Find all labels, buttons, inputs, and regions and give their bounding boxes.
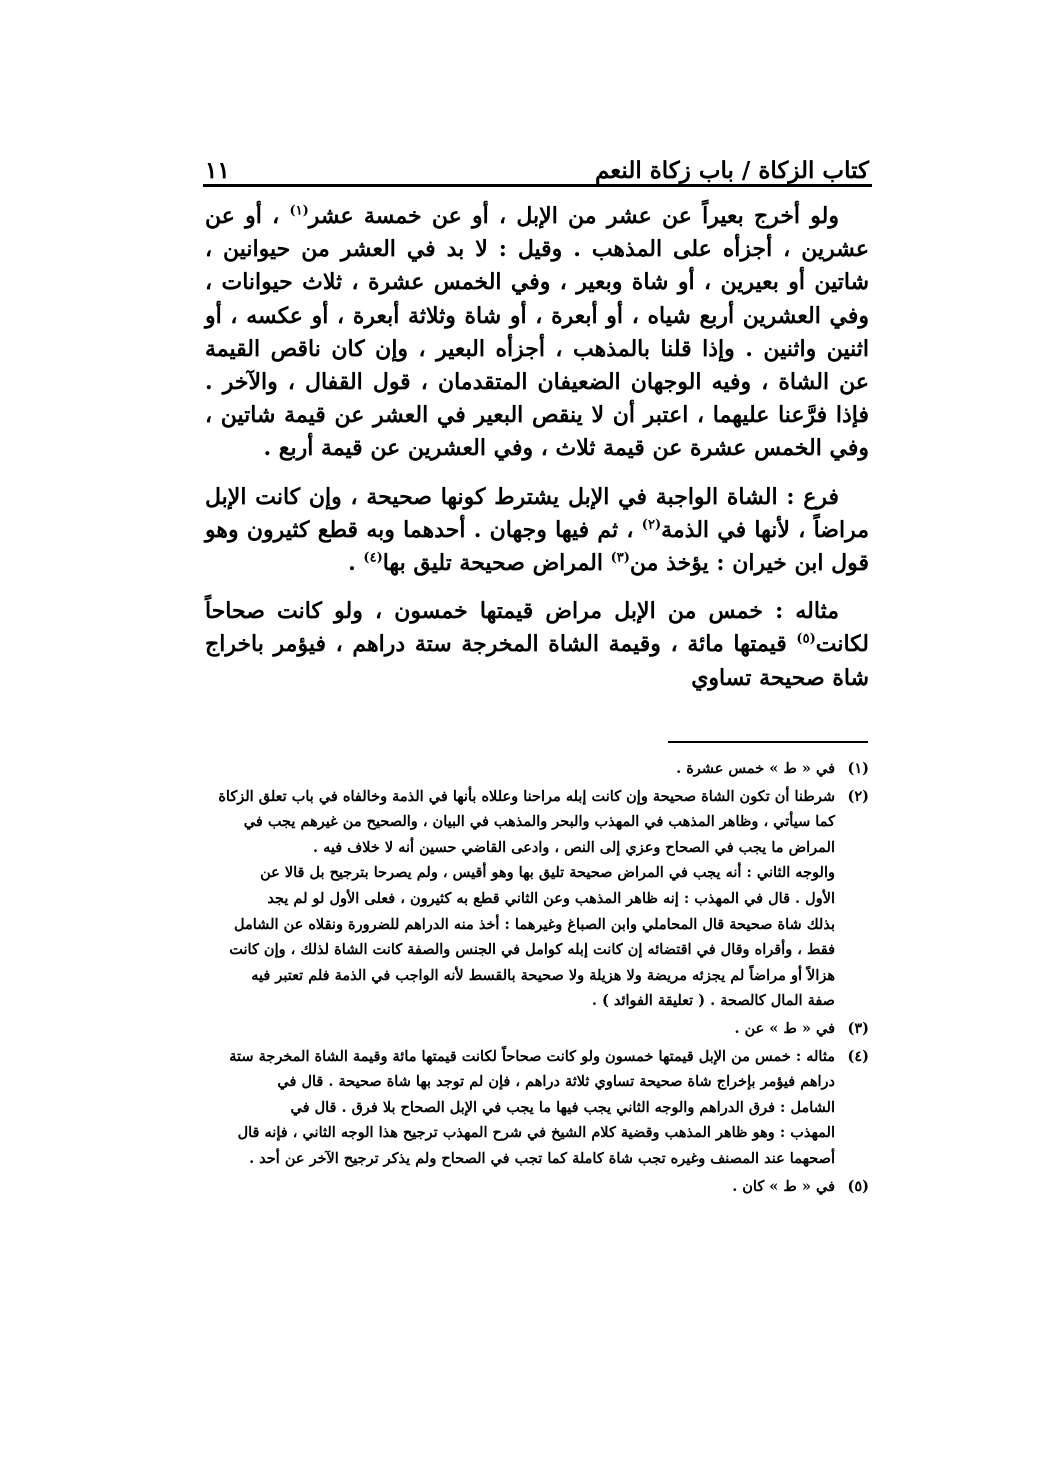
text-run: مثاله : خمس من الإبل مراض قيمتها خمسون ، ولو كانت صحاحاً لكانت [205,598,869,658]
text-run: قيمتها مائة ، وقيمة الشاة المخرجة ستة دراهم ، فيؤمر باخراج شاة صحيحة تساوي [205,631,869,691]
footnote-line: دراهم فيؤمر بإخراج شاة صحيحة تساوي ثلاثة دراهم ، فإن لم توجد بها شاة صحيحة . قال في [277,1073,835,1091]
footnote-2 [205,784,869,1014]
footnote-line: في « ط » كان . [732,1177,835,1195]
running-header [205,142,869,184]
footnote-ref-5: (٥) [796,632,816,648]
footnote-5 [205,1174,869,1200]
footnote-ref-4: (٤) [363,550,383,566]
footnote-line: شرطنا أن تكون الشاة صحيحة وإن كانت إبله مراحنا وعللاه بأنها في الذمة وخالفاه في باب تعلق الزكاة [218,787,835,805]
running-title: كتاب الزكاة / باب زكاة النعم [594,157,869,184]
footnote-line: والوجه الثاني : أنه يجب في المراض صحيحة تليق بها وهو أقيس ، ولم يصرحا بترجيح بل قالا عن [260,864,835,882]
footnote-text [205,1044,835,1172]
footnotes [205,756,869,1201]
footnote-line: فقط ، وأقراه وقال في اقتضائه إن كانت إبله كوامل في الجنس والصفة كانت الشاة لذلك ، وإن كانت [229,941,835,959]
footnote-number: (٥) [847,1177,869,1195]
footnote-4 [205,1044,869,1172]
paragraph-2 [205,481,869,581]
header-rule [203,184,872,187]
footnote-ref-2: (٢) [641,517,662,533]
footnote-ref-1: (١) [289,203,309,219]
paragraph-1 [205,200,869,466]
text-run: فرع : الشاة الواجبة في الإبل يشترط كونها صحيحة ، وإن كانت الإبل مراضاً ، لأنها في الذمة [205,483,869,543]
footnote-line: المراض ما يجب في الصحاح وعزي إلى النص ، وادعى القاضي حسين أنه لا خلاف فيه . [313,838,835,856]
text-run: ، ثم فيها وجهان . أحدهما وبه قطع كثيرون وهو قول ابن خيران : يؤخذ من [205,516,869,577]
footnote-3 [205,1016,869,1042]
footnote-text [205,1174,835,1200]
footnote-line: في « ط » عن . [734,1019,835,1037]
footnote-line: بذلك شاة صحيحة قال المحاملي وابن الصباغ وغيرهما : أخذ منه الدراهم للضرورة ونقلاه عن الشامل [234,915,835,933]
footnote-number: (٣) [847,1019,869,1037]
footnote-number: (١) [847,760,869,777]
footnote-line: صفة المال كالصحة . ( تعليقة الفوائد ) . [591,992,835,1010]
footnote-line: أصحهما عند المصنف وغيره تجب شاة كاملة كما تجب في الصحاح ولم يذكر ترجيح الآخر عن أحد . [249,1149,835,1167]
text-run: ولو أخرج بعيراً عن عشر من الإبل ، أو عن خمسة عشر [308,203,839,229]
footnote-1 [205,756,869,782]
text-run: ، أو عن عشرين ، أجزأه على المذهب . وقيل : لا بد في العشر من حيوانين ، شاتين أو بعيرين ، أو شاة وبعير ، وفي الخمس عشرة ، ثلاث حيوانات ، وفي العشرين أربع شياه ، أو أبعرة ، أو شاة وثلاثة أبعرة ، أو عكسه ، أو اثنين واثنين . وإذا قلنا بالمذهب ، أجزأه البعير ، وإن كان ناقص القيمة عن الشاة ، وفيه الوجهان الضعيفان المتقدمان ، قول القفال ، والآخر . فإذا فرَّعنا عليهما ، اعتبر أن لا ينقص البعير في العشر عن قيمة شاتين ، وفي الخمس عشرة عن قيمة ثلاث ، وفي العشرين عن قيمة أربع . [205,203,869,462]
footnote-number: (٤) [847,1047,869,1065]
footnote-line: الشامل : فرق الدراهم والوجه الثاني يجب فيها ما يجب في الإبل الصحاح بلا فرق . قال في [290,1098,835,1116]
footnote-ref-3: (٣) [610,550,630,566]
footnote-line: في « ط » خمس عشرة . [676,760,835,777]
main-text [205,200,869,710]
text-run: المراض صحيحة تليق بها [382,550,611,577]
footnote-text [205,756,835,782]
footnote-text [205,1016,835,1042]
footnote-line: مثاله : خمس من الإبل قيمتها خمسون ولو كانت صحاحاً لكانت قيمتها مائة وقيمة الشاة المخرجة ستة [229,1047,835,1065]
paragraph-3 [205,595,869,695]
footnote-number: (٢) [847,787,869,805]
footnote-rule [668,741,868,743]
footnote-text [205,784,835,1014]
footnote-line: الأول . قال في المهذب : إنه ظاهر المذهب وعن الثاني قطع به كثيرون ، فعلى الأول لو لم يجد [267,889,835,907]
footnote-line: هزالاً أو مراضاً لم يجزئه مريضة ولا هزيلة ولا صحيحة بالقسط لأنه الواجب في الذمة فلم تعتبر فيه [251,966,835,984]
footnote-line: كما سيأتي ، وظاهر المذهب في المهذب والبحر والمذهب في البيان ، والصحيح من غيرهم يجب في [243,813,835,831]
page-number: ١١ [205,157,230,184]
footnote-line: المهذب : وهو ظاهر المذهب وقضية كلام الشيخ في شرح المهذب ترجيح هذا الوجه الثاني ، فإنه قال [237,1124,835,1142]
text-run: . [348,550,364,577]
